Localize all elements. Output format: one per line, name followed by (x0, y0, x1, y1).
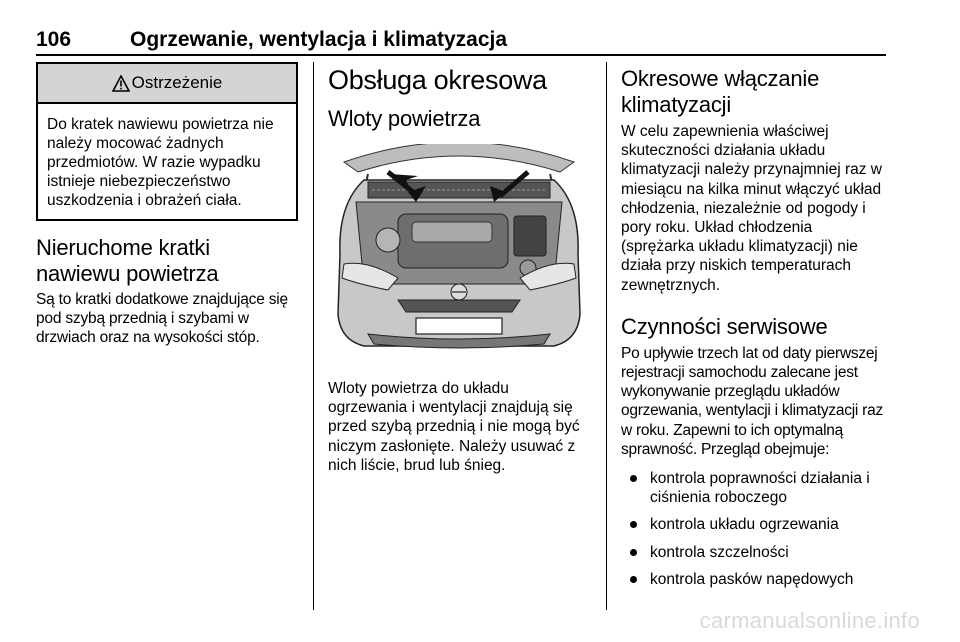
bullet-icon (630, 549, 637, 556)
chapter-heading: Obsługa okresowa (328, 65, 547, 95)
warning-header (38, 64, 296, 104)
page-header (36, 26, 886, 56)
column-right (621, 62, 889, 597)
bullet-icon (630, 475, 637, 482)
warning-triangle-icon (112, 75, 130, 92)
list-item-text: kontrola poprawności działania i ciśnienia roboczego (650, 470, 870, 507)
list-item-text: kontrola szczelności (650, 543, 789, 561)
service-checklist (621, 469, 889, 589)
column-divider (606, 62, 607, 610)
list-item (621, 515, 889, 534)
column-middle (328, 62, 590, 475)
list-item (621, 469, 889, 507)
section-heading: Nieruchome kratki nawiewu powietrza (36, 235, 219, 286)
running-title: Ogrzewanie, wentylacja i klimatyzacja (130, 28, 508, 51)
list-item (621, 543, 889, 562)
column-divider (313, 62, 314, 610)
bullet-icon (630, 576, 637, 583)
watermark: carmanualsonline.info (699, 608, 920, 633)
bullet-icon (630, 521, 637, 528)
paragraph: Wloty powietrza do układu ogrzewania i wentylacji znajdują się przed szybą przednią i nie mogą być niczym zasłonięte. Należy usuwać z nich liście, brud lub śnieg. (328, 380, 580, 474)
list-item-text: kontrola pasków napędowych (650, 570, 854, 588)
list-item-text: kontrola układu ogrzewania (650, 516, 839, 534)
page-number: 106 (36, 28, 72, 51)
section-heading: Wloty powietrza (328, 106, 481, 131)
list-item (621, 570, 889, 589)
warning-title: Ostrzeżenie (131, 73, 223, 92)
section-heading: Czynności serwisowe (621, 313, 828, 339)
warning-text: Do kratek nawiewu powietrza nie należy mocować żadnych przedmiotów. W razie wypadku istnieje niebezpieczeństwo uszkodzenia i obrażeń ciała. (47, 116, 274, 209)
engine-bay-illustration (328, 144, 590, 360)
paragraph: Są to kratki dodatkowe znajdujące się pod szybą przednią i szybami w drzwiach oraz na wysokości stóp. (36, 291, 288, 347)
column-left (36, 62, 298, 348)
section-heading: Okresowe włączanie klimatyzacji (621, 66, 820, 117)
paragraph: Po upływie trzech lat od daty pierwszej rejestracji samochodu zalecane jest wykonywanie przeglądu układów ogrzewania, wentylacji i klimatyzacji raz w roku. Zapewni to ich optymalną sprawność. Przegląd obejmuje: (621, 344, 883, 458)
paragraph: W celu zapewnienia właściwej skuteczności działania układu klimatyzacji należy przynajmniej raz w miesiącu na kilka minut włączyć układ chłodzenia, niezależnie od pogody i pory roku. Układ chłodzenia (sprężarka układu klimatyzacji) nie działa przy niskich temperaturach zewnętrznych. (621, 123, 882, 294)
warning-box (36, 62, 298, 221)
